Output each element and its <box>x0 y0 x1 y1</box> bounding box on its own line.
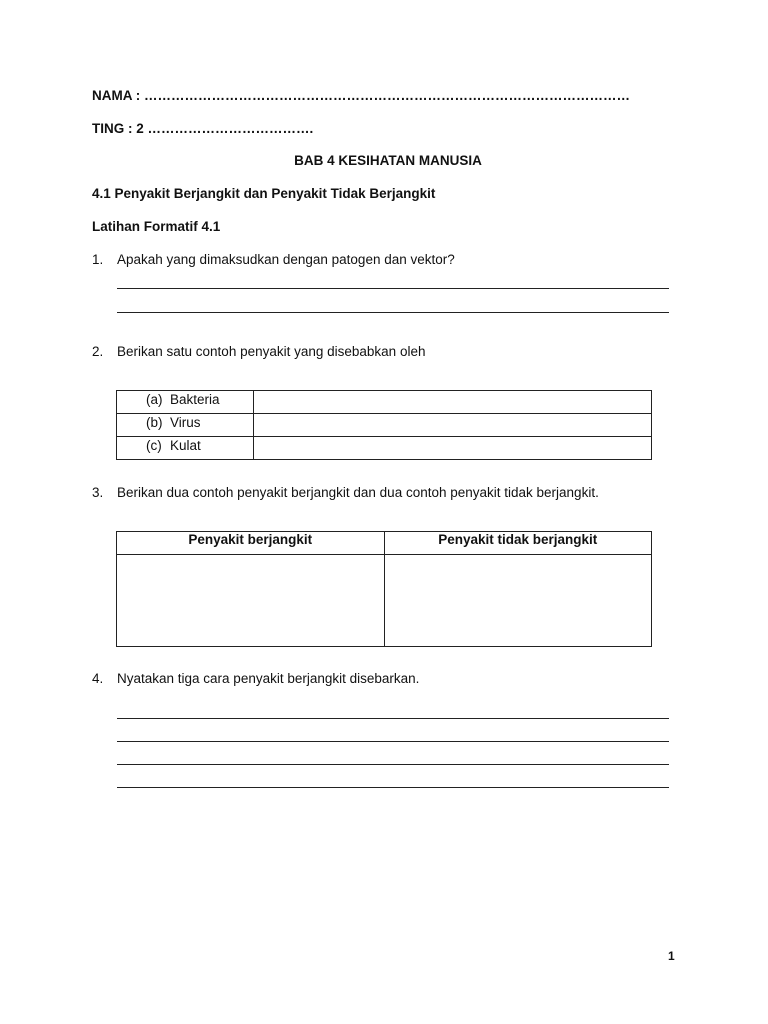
question-2-number: 2. <box>92 344 104 359</box>
answer-cell-kulat[interactable] <box>254 437 652 460</box>
answer-line-q1-2[interactable] <box>117 312 669 313</box>
option-label-bakteria: Bakteria <box>170 392 220 407</box>
section-title: 4.1 Penyakit Berjangkit dan Penyakit Tidak Berjangkit <box>92 186 436 201</box>
table-row <box>117 437 652 460</box>
answer-line-q4-4[interactable] <box>117 787 669 788</box>
answer-cell-berjangkit[interactable] <box>117 555 385 647</box>
chapter-title: BAB 4 KESIHATAN MANUSIA <box>294 153 482 168</box>
question-4-number: 4. <box>92 671 104 686</box>
answer-line-q4-3[interactable] <box>117 764 669 765</box>
answer-cell-virus[interactable] <box>254 414 652 437</box>
answer-cell-tidak-berjangkit[interactable] <box>384 555 652 647</box>
question-3-number: 3. <box>92 485 104 500</box>
option-letter: (c) <box>146 438 162 453</box>
page-number: 1 <box>668 949 675 963</box>
table-header-row <box>117 532 652 555</box>
answer-cell-bakteria[interactable] <box>254 391 652 414</box>
option-label-kulat: Kulat <box>170 438 201 453</box>
option-letter: (b) <box>146 415 163 430</box>
option-label-virus: Virus <box>170 415 201 430</box>
form-field-label[interactable]: TING : 2 ………………………………. <box>92 121 314 136</box>
pathogen-examples-table <box>116 390 652 460</box>
question-4-text: Nyatakan tiga cara penyakit berjangkit disebarkan. <box>117 671 420 686</box>
answer-line-q4-1[interactable] <box>117 718 669 719</box>
table-row <box>117 414 652 437</box>
table-row <box>117 391 652 414</box>
answer-line-q4-2[interactable] <box>117 741 669 742</box>
column-header-berjangkit: Penyakit berjangkit <box>117 532 385 555</box>
exercise-title: Latihan Formatif 4.1 <box>92 219 221 234</box>
question-1-number: 1. <box>92 252 104 267</box>
disease-types-table <box>116 531 652 647</box>
name-field-label[interactable]: NAMA : ……………………………………………………………………………………………… <box>92 88 630 103</box>
option-letter: (a) <box>146 392 163 407</box>
question-1-text: Apakah yang dimaksudkan dengan patogen dan vektor? <box>117 252 455 267</box>
question-3-text: Berikan dua contoh penyakit berjangkit dan dua contoh penyakit tidak berjangkit. <box>117 485 599 500</box>
table-row <box>117 555 652 647</box>
question-2-text: Berikan satu contoh penyakit yang disebabkan oleh <box>117 344 426 359</box>
column-header-tidak-berjangkit: Penyakit tidak berjangkit <box>384 532 652 555</box>
answer-line-q1-1[interactable] <box>117 288 669 289</box>
